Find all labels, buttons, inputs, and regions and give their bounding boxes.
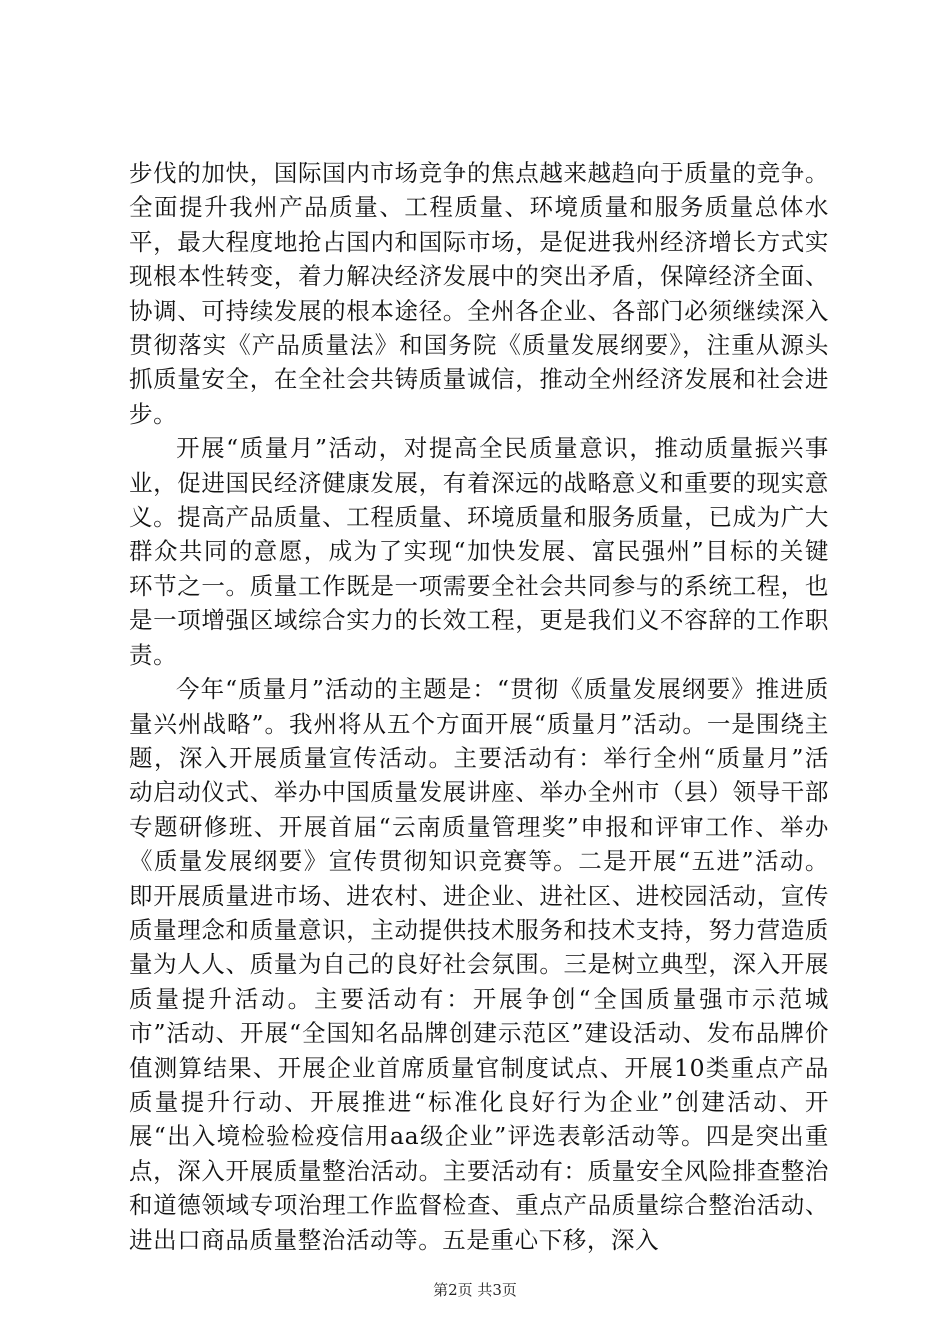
paragraph-2: 开展“质量月”活动，对提高全民质量意识，推动质量振兴事业，促进国民经济健康发展，有着深远的战略意义和重要的现实意义。提高产品质量、工程质量、环境质量和服务质量，已成为广大群众共同的意愿，成为了实现“加快发展、富民强州”目标的关键环节之一。质量工作既是一项需要全社会共同参与的系统工程，也是一项增强区域综合实力的长效工程，更是我们义不容辞的工作职责。 [129, 434, 829, 669]
page-footer: 第2页 共3页 [433, 1281, 517, 1299]
body-text [129, 156, 829, 1257]
paragraph-1: 步伐的加快，国际国内市场竞争的焦点越来越趋向于质量的竞争。全面提升我州产品质量、工程质量、环境质量和服务质量总体水平，最大程度地抢占国内和国际市场，是促进我州经济增长方式实现根本性转变，着力解决经济发展中的突出矛盾，保障经济全面、协调、可持续发展的根本途径。全州各企业、各部门必须继续深入贯彻落实《产品质量法》和国务院《质量发展纲要》，注重从源头抓质量安全，在全社会共铸质量诚信，推动全州经济发展和社会进步。 [129, 159, 829, 428]
paragraph-3: 今年“质量月”活动的主题是：“贯彻《质量发展纲要》推进质量兴州战略”。我州将从五个方面开展“质量月”活动。一是围绕主题，深入开展质量宣传活动。主要活动有：举行全州“质量月”活动启动仪式、举办中国质量发展讲座、举办全州市（县）领导干部专题研修班、开展首届“云南质量管理奖”申报和评审工作、举办《质量发展纲要》宣传贯彻知识竞赛等。二是开展“五进”活动。即开展质量进市场、进农村、进企业、进社区、进校园活动，宣传质量理念和质量意识，主动提供技术服务和技术支持，努力营造质量为人人、质量为自己的良好社会氛围。三是树立典型，深入开展质量提升活动。主要活动有：开展争创“全国质量强市示范城市”活动、开展“全国知名品牌创建示范区”建设活动、发布品牌价值测算结果、开展企业首席质量官制度试点、开展10类重点产品质量提升行动、开展推进“标准化良好行为企业”创建活动、开展“出入境检验检疫信用aa级企业”评选表彰活动等。四是突出重点，深入开展质量整治活动。主要活动有：质量安全风险排查整治和道德领域专项治理工作监督检查、重点产品质量综合整治活动、进出口商品质量整治活动等。五是重心下移，深入 [129, 675, 829, 1254]
